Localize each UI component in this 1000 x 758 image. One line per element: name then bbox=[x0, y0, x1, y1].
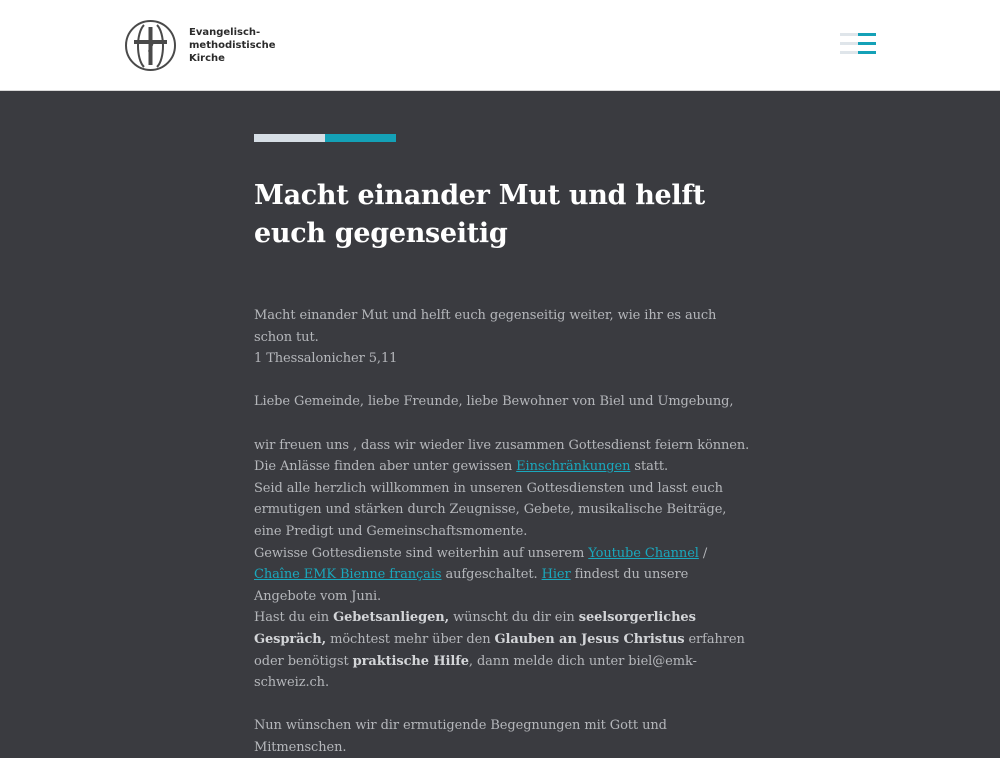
bold-faith: Glauben an Jesus Christus bbox=[494, 631, 685, 647]
accent-divider-light bbox=[254, 134, 325, 142]
text: möchtest mehr über den bbox=[326, 631, 495, 647]
logo-line-1: Evangelisch- bbox=[189, 26, 261, 38]
menu-bar-bottom bbox=[840, 51, 876, 54]
bold-pastoral-talk: seelsorgerliches Gespräch, bbox=[254, 610, 696, 647]
accent-divider-teal bbox=[325, 134, 396, 142]
paragraph-welcome: Seid alle herzlich willkommen in unseren Gottesdiensten und lasst euch ermutigen und stärken durch Zeugnisse, Gebete, musikalische Beiträge, eine Predigt und Gemeinschaftsmomente. bbox=[254, 480, 727, 539]
text: findest du unsere Angebote vom Juni. bbox=[254, 567, 689, 604]
bold-practical-help: praktische Hilfe bbox=[352, 653, 469, 669]
logo-wordmark bbox=[189, 26, 279, 65]
youtube-channel-link[interactable]: Youtube Channel bbox=[588, 545, 699, 561]
paragraph-online-services bbox=[254, 543, 754, 608]
bible-verse: Macht einander Mut und helft euch gegenseitig weiter, wie ihr es auch schon tut. bbox=[254, 308, 717, 345]
page-title: Macht einander Mut und helft euch gegenseitig bbox=[254, 180, 705, 249]
cross-flame-logo-icon bbox=[124, 19, 177, 72]
paragraph-live-services: wir freuen uns , dass wir wieder live zusammen Gottesdienst feiern können. bbox=[254, 437, 750, 453]
paragraph-contact bbox=[254, 607, 754, 693]
text: erfahren oder benötigst bbox=[254, 631, 745, 669]
text: , dann melde dich unter biel@emk-schweiz.ch. bbox=[254, 653, 697, 691]
paragraph-closing: Nun wünschen wir dir ermutigende Begegnungen mit Gott und Mitmenschen. bbox=[254, 718, 667, 755]
text: aufgeschaltet. bbox=[441, 567, 542, 583]
bible-verse-reference: 1 Thessalonicher 5,11 bbox=[254, 351, 398, 367]
article-body bbox=[254, 305, 754, 758]
logo-line-2: methodistische bbox=[189, 39, 276, 51]
text: statt. bbox=[630, 459, 669, 475]
text: wünscht du dir ein bbox=[449, 610, 579, 626]
chaine-emk-bienne-link[interactable]: Chaîne EMK Bienne français bbox=[254, 567, 442, 583]
logo-line-3: Kirche bbox=[189, 52, 225, 64]
article-content bbox=[254, 134, 754, 758]
text: Die Anlässe finden aber unter gewissen bbox=[254, 459, 517, 475]
hamburger-menu-icon[interactable] bbox=[840, 33, 876, 55]
menu-bar-middle bbox=[840, 42, 876, 45]
site-logo-link[interactable] bbox=[124, 19, 279, 71]
restrictions-link[interactable]: Einschränkungen bbox=[516, 459, 631, 475]
bold-prayer-request: Gebetsanliegen, bbox=[333, 610, 450, 626]
paragraph-restrictions bbox=[254, 456, 754, 478]
accent-divider bbox=[254, 134, 396, 142]
text: Gewisse Gottesdienste sind weiterhin auf unserem bbox=[254, 545, 589, 561]
offers-here-link[interactable]: Hier bbox=[541, 567, 571, 583]
site-header bbox=[0, 0, 1000, 91]
menu-bar-top bbox=[840, 33, 876, 36]
text: Hast du ein bbox=[254, 610, 334, 626]
greeting: Liebe Gemeinde, liebe Freunde, liebe Bewohner von Biel und Umgebung, bbox=[254, 394, 734, 410]
text: / bbox=[698, 545, 708, 561]
